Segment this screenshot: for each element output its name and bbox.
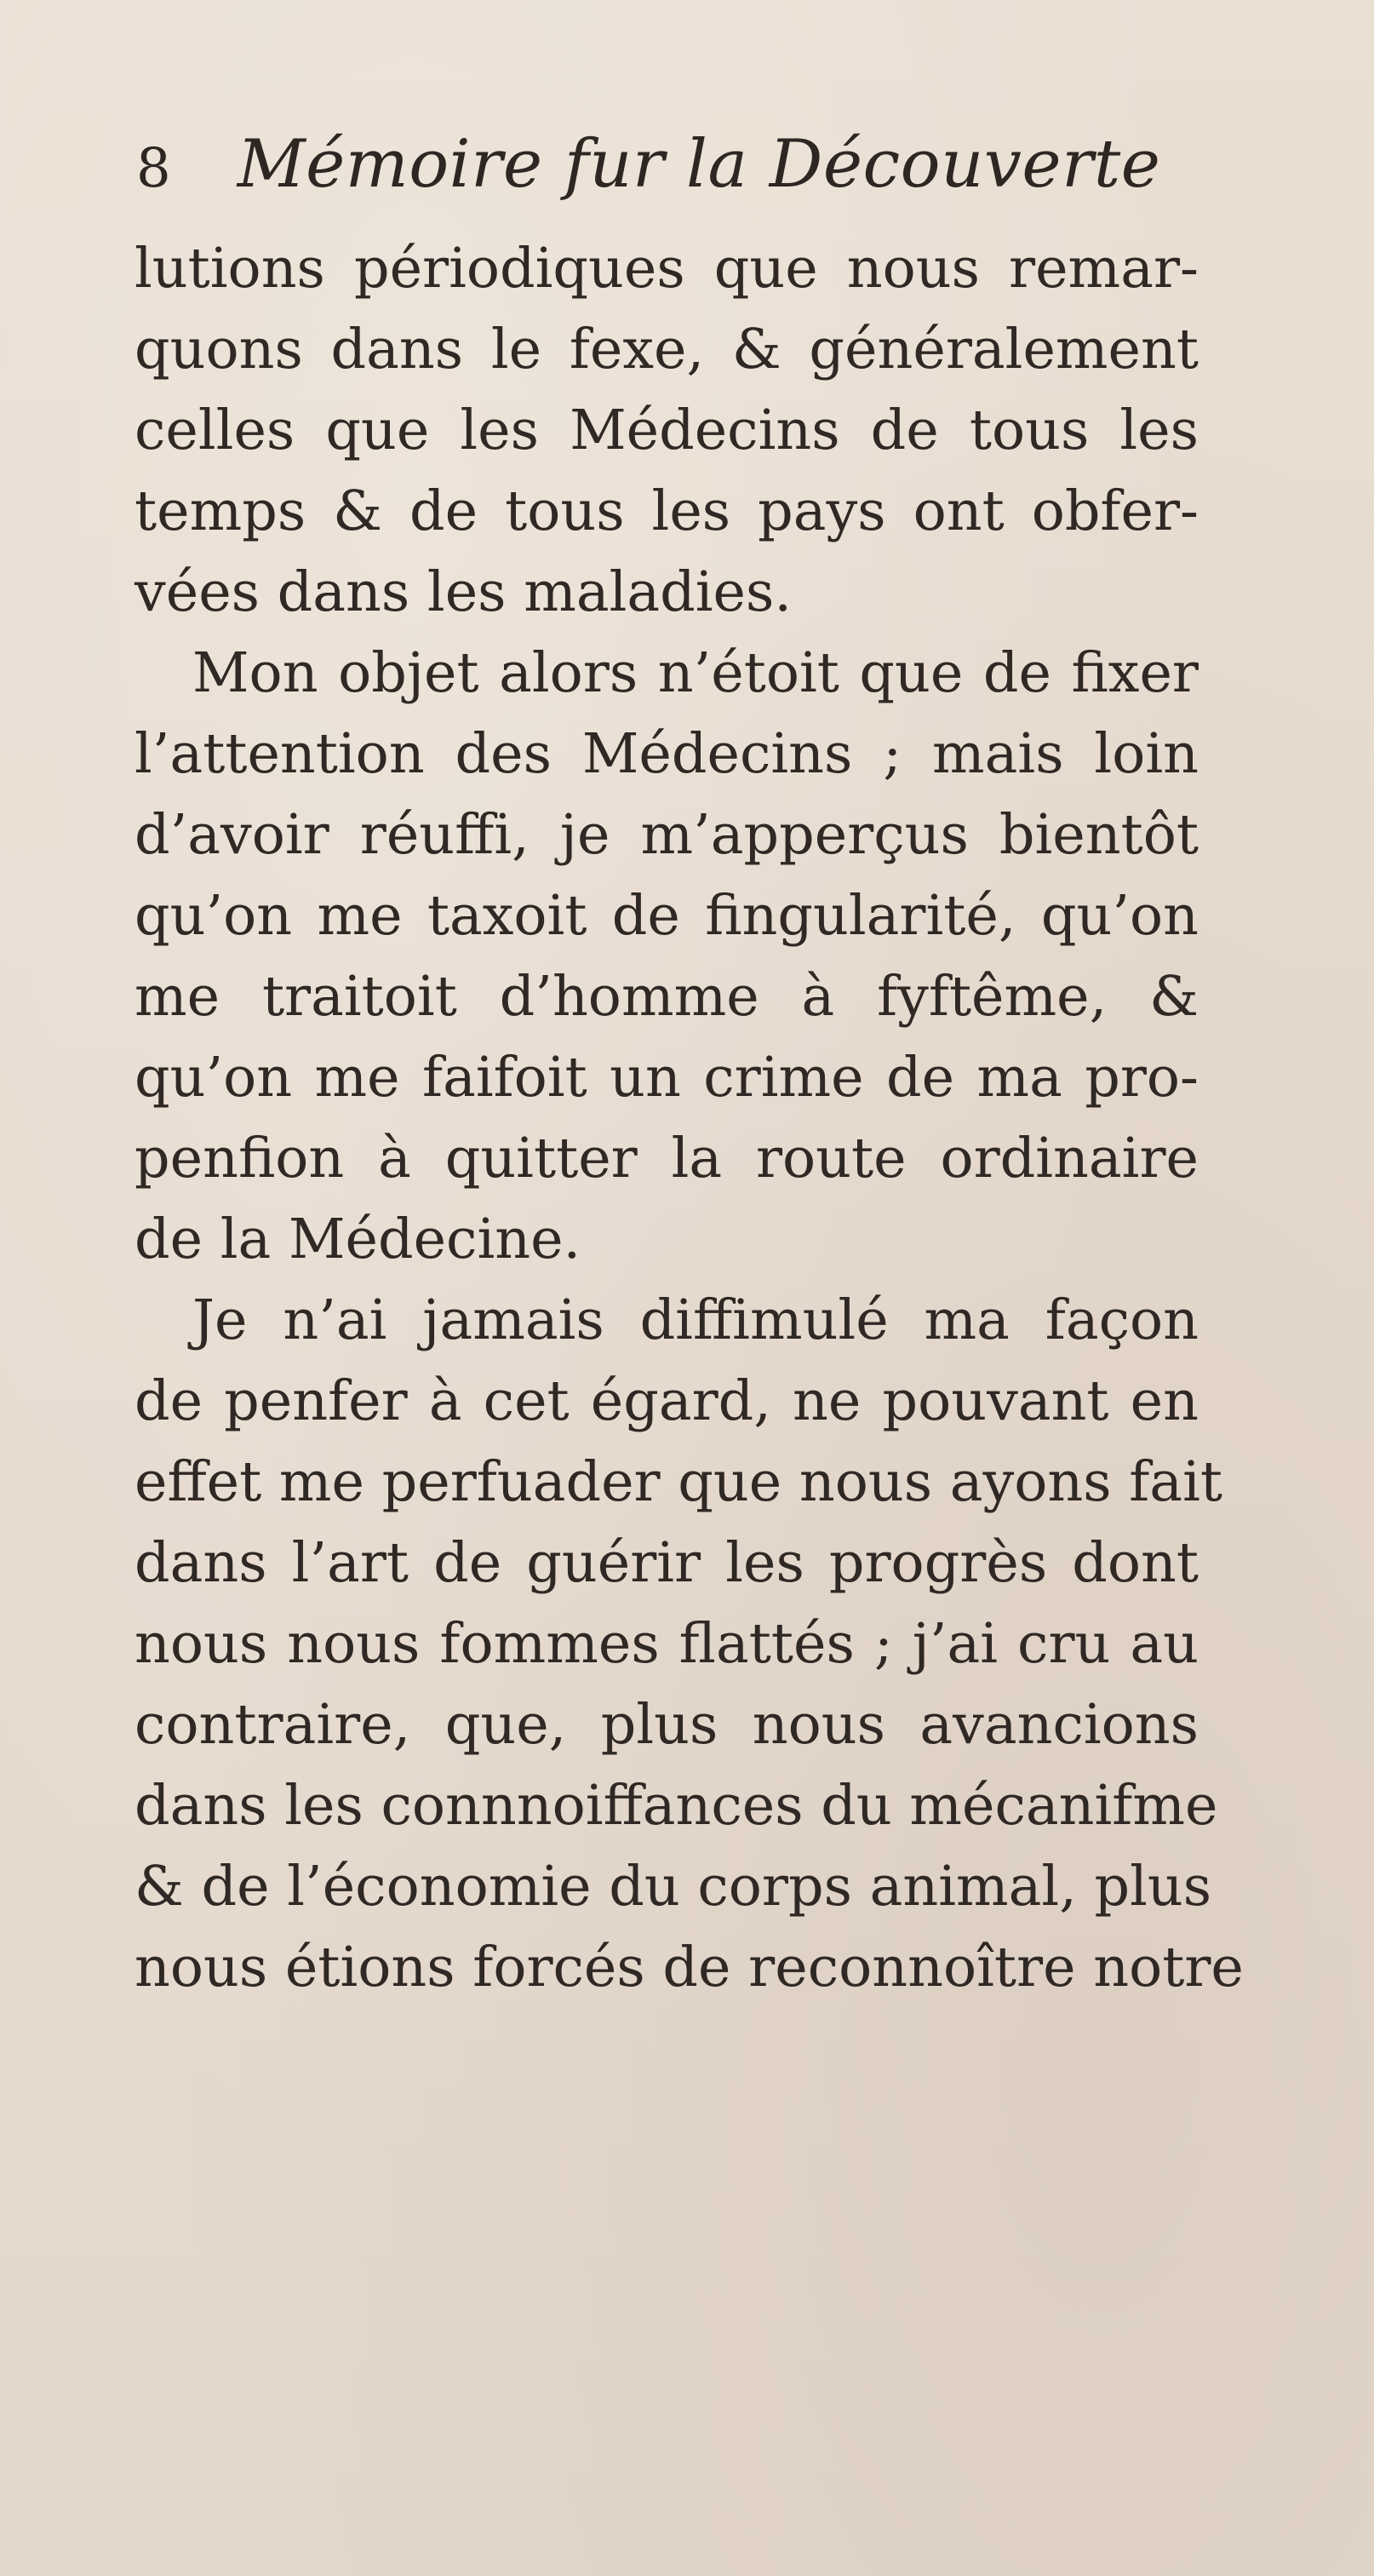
text-line: quons dans le fexe, & généralement: [135, 318, 1199, 382]
running-title: Mémoire fur la Découverte: [237, 126, 1161, 203]
text-line: penfion à quitter la route ordinaire: [135, 1127, 1199, 1190]
text-line: qu’on me taxoit de fingularité, qu’on: [135, 884, 1199, 948]
text-line: lutions périodiques que nous remar-: [135, 237, 1199, 301]
text-line: temps & de tous les pays ont obfer-: [135, 479, 1199, 543]
text-line: de penfer à cet égard, ne pouvant en: [135, 1369, 1199, 1433]
body-text: [135, 228, 1244, 2008]
page-number: 8: [136, 137, 171, 200]
text-line: effet me perfuader que nous ayons fait: [135, 1450, 1222, 1514]
text-line: Je n’ai jamais diffimulé ma façon: [192, 1288, 1199, 1352]
text-line: contraire, que, plus nous avancions: [135, 1693, 1199, 1757]
text-line: d’avoir réuffi, je m’apperçus bientôt: [135, 803, 1199, 867]
text-line: vées dans les maladies.: [135, 560, 793, 624]
text-line: nous étions forcés de reconnoître notre: [135, 1936, 1244, 1999]
text-line: & de l’économie du corps animal, plus: [135, 1855, 1212, 1919]
text-line: l’attention des Médecins ; mais loin: [135, 722, 1199, 786]
text-line: qu’on me faifoit un crime de ma pro-: [135, 1046, 1199, 1110]
text-line: de la Médecine.: [135, 1208, 581, 1271]
text-line: nous nous fommes flattés ; j’ai cru au: [135, 1612, 1199, 1676]
text-line: dans les connnoiffances du mécanifme: [135, 1774, 1218, 1838]
text-line: Mon objet alors n’étoit que de fixer: [192, 641, 1199, 705]
text-line: dans l’art de guérir les progrès dont: [135, 1531, 1199, 1595]
page-header: [136, 126, 1160, 203]
text-line: me traitoit d’homme à fyftême, &: [135, 965, 1199, 1029]
text-line: celles que les Médecins de tous les: [135, 399, 1199, 462]
